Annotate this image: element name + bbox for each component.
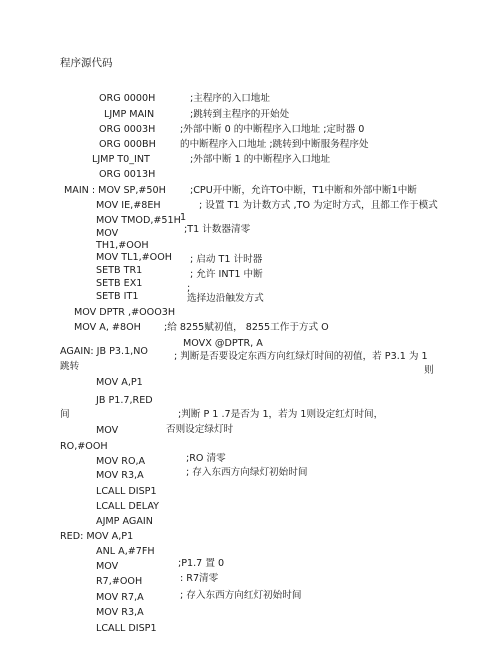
code-comment: ;跳转到主程序的开始处 [190, 109, 290, 120]
code-comment: ;判断 P 1 .7是否为 1，若为 1则设定红灯时间， [178, 409, 384, 420]
code-comment: ; 启动 T1 计时器 [190, 254, 263, 265]
code-line: MOV TMOD,#51H [96, 215, 181, 226]
code-line: RED: MOV A,P1 [60, 531, 134, 542]
code-line: ORG 0013H [99, 169, 156, 180]
code-line: 跳转 [60, 361, 80, 372]
code-comment: ;外部中断 0 的中断程序入口地址 ;定时器 0 [180, 124, 365, 135]
code-line: MAIN : MOV SP,#50H [64, 185, 166, 196]
code-line: MOV R3,A [96, 470, 144, 481]
code-line: MOV RO,A [96, 456, 146, 467]
code-comment: 的中断程序入口地址 ;跳转到中断服务程序处 [180, 139, 369, 150]
code-line: MOV R3,A [96, 607, 144, 618]
code-line: LCALL DISP1 [96, 623, 157, 634]
code-comment: 则 [424, 365, 434, 376]
code-line: 间 [60, 409, 70, 420]
code-line: RO,#OOH [60, 441, 108, 452]
code-comment: ;RO 清零 [186, 453, 226, 464]
code-line: AGAIN: JB P3.1,NO [60, 346, 148, 357]
code-comment: ; [187, 283, 191, 294]
code-line: LJMP T0_INT [92, 154, 150, 165]
code-comment: ;给 8255赋初值， 8255工作于方式 O [164, 322, 329, 333]
code-line: MOV TL1,#OOH [96, 252, 172, 263]
code-line: LJMP MAIN [104, 109, 155, 120]
code-line: ORG 0000H [99, 93, 156, 104]
code-line: SETB EX1 [96, 278, 143, 289]
code-comment: ; 允许 INT1 中断 [190, 269, 263, 280]
code-line: SETB IT1 [96, 291, 139, 302]
code-line: SETB TR1 [96, 265, 143, 276]
code-line: LCALL DELAY [96, 501, 160, 512]
code-line: MOVX @DPTR, A [183, 338, 263, 349]
code-line: MOV A, #8OH [74, 322, 141, 333]
code-comment: ; 存入东西方向绿灯初始时间 [186, 467, 308, 478]
code-line: MOV R7,A [96, 592, 144, 603]
code-line: R7,#OOH [96, 576, 143, 587]
code-comment: ; 判断是否要设定东西方向红绿灯时间的初值，若 P3.1 为 1 [174, 351, 428, 362]
page-heading: 程序源代码 [60, 57, 113, 69]
code-line: LCALL DISP1 [96, 486, 157, 497]
code-comment: 否则设定绿灯时 [166, 424, 234, 435]
code-line: MOV [96, 425, 119, 436]
code-comment: ;主程序的入口地址 [190, 93, 270, 104]
code-line: MOV [96, 561, 119, 572]
code-line: MOV IE,#8EH [96, 200, 161, 211]
code-line: AJMP AGAIN [96, 516, 153, 527]
code-line: ORG 0003H [99, 124, 156, 135]
code-line: MOV [96, 228, 119, 239]
code-comment: ; 存入东西方向红灯初始时间 [180, 590, 302, 601]
code-line: ORG 000BH [99, 139, 156, 150]
code-line: TH1,#OOH [96, 240, 149, 251]
code-comment: : R7清零 [180, 573, 219, 584]
code-line: JB P1.7,RED [96, 395, 153, 406]
code-comment: ;T1 计数器清零 [184, 224, 251, 235]
code-comment: 选择边沿触发方式 [187, 293, 264, 304]
code-comment: ;外部中断 1 的中断程序入口地址 [190, 154, 331, 165]
code-line: ANL A,#7FH [96, 546, 155, 557]
code-comment: ;P1.7 置 0 [178, 558, 225, 569]
code-comment: ; 设置 T1 为计数方式 ,TO 为定时方式，且都工作于模式 [199, 200, 438, 211]
code-comment: ;CPU开中断，允许TO中断，T1中断和外部中断1中断 [190, 185, 417, 196]
code-comment: 1 [180, 212, 187, 223]
code-line: MOV DPTR ,#OOO3H [74, 307, 176, 318]
code-line: MOV A,P1 [96, 377, 143, 388]
